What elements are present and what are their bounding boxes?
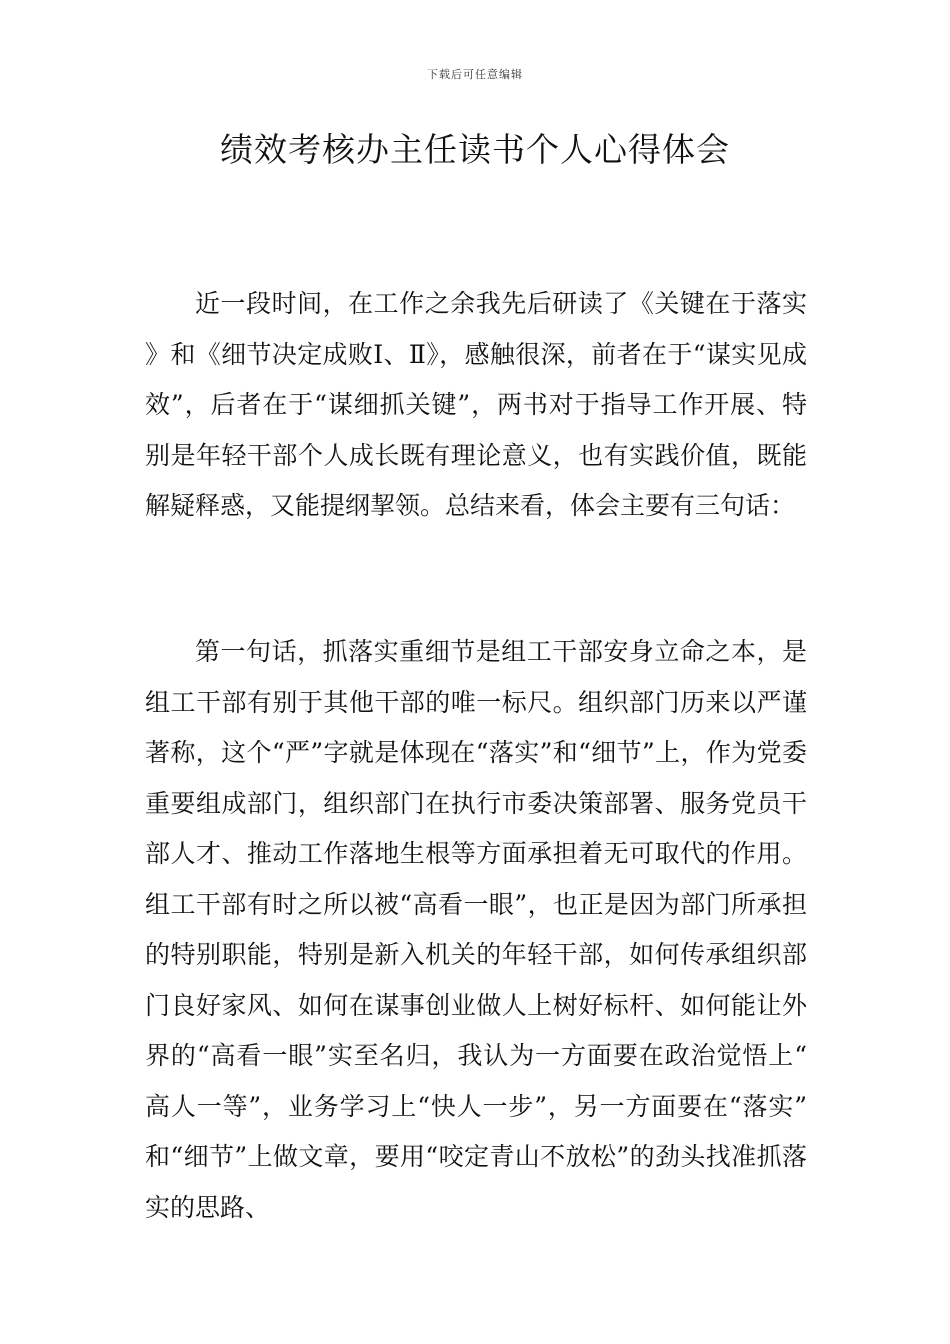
document-title: 绩效考核办主任读书个人心得体会: [220, 130, 730, 169]
paragraph-1: 近一段时间，在工作之余我先后研读了《关键在于落实》和《细节决定成败Ⅰ、Ⅱ》，感触很深，前者在于“谋实见成效”，后者在于“谋细抓关键”，两书对于指导工作开展、特别是年轻干部个人成长既有理论意义，也有实践价值，既能解疑释惑，又能提纲挈领。总结来看，体会主要有三句话：: [145, 289, 807, 520]
header-note: 下载后可任意编辑: [427, 68, 523, 81]
paragraph-2: 第一句话，抓落实重细节是组工干部安身立命之本，是组工干部有别于其他干部的唯一标尺。组织部门历来以严谨著称，这个“严”字就是体现在“落实”和“细节”上，作为党委重要组成部门，组织部门在执行市委决策部署、服务党员干部人才、推动工作落地生根等方面承担着无可取代的作用。组工干部有时之所以被“高看一眼”，也正是因为部门所承担的特别职能，特别是新入机关的年轻干部，如何传承组织部门良好家风、如何在谋事创业做人上树好标杆、如何能让外界的“高看一眼”实至名归，我认为一方面要在政治觉悟上“高人一等”，业务学习上“快人一步”，另一方面要在“落实”和“细节”上做文章，要用“咬定青山不放松”的劲头找准抓落实的思路、: [145, 637, 807, 1222]
